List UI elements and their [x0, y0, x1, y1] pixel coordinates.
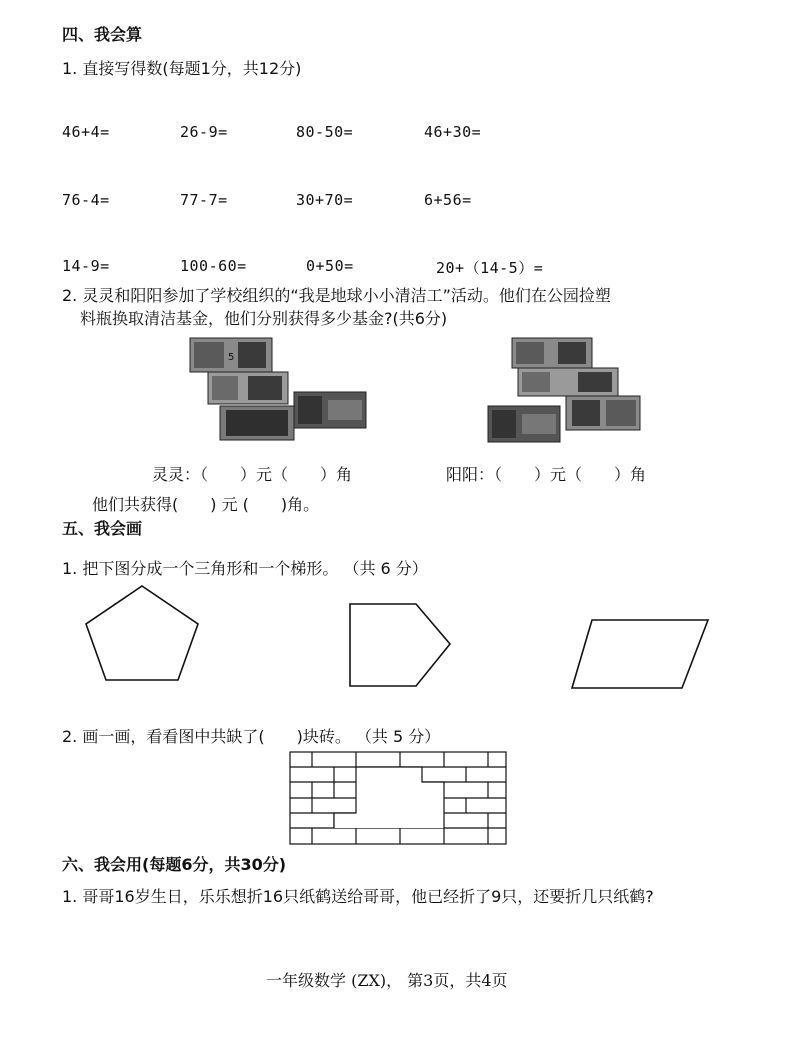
q2-line1: 2. 灵灵和阳阳参加了学校组织的“我是地球小小清洁工”活动。他们在公园捡塑 — [62, 286, 611, 305]
calc-item: 46+4= — [62, 123, 110, 141]
pentagon-shape — [80, 584, 204, 684]
one-jiao-note-icon — [518, 368, 618, 396]
calc-item: 20+（14-5）= — [436, 259, 544, 277]
section4-heading: 四、我会算 — [62, 25, 143, 44]
calc-item: 77-7= — [180, 191, 228, 209]
q6-1-text: 1. 哥哥16岁生日，乐乐想折16只纸鹤送给哥哥，他已经折了9只，还要折几只纸鹤? — [62, 887, 654, 906]
lingling-money-image — [190, 338, 370, 442]
yuan-note-icon — [488, 406, 560, 442]
lingling-answer: 灵灵：（ ）元（ ）角 — [152, 465, 353, 484]
parallelogram-shape — [568, 616, 714, 694]
calc-item: 14-9= — [62, 257, 110, 275]
q1-title: 1. 直接写得数(每题1分，共12分) — [62, 59, 302, 78]
page-footer: 一年级数学 (ZX)， 第3页，共4页 — [266, 971, 508, 990]
q5-1-title: 1. 把下图分成一个三角形和一个梯形。 （共 6 分） — [62, 559, 428, 578]
calc-item: 0+50= — [306, 257, 354, 275]
calc-item: 100-60= — [180, 257, 247, 275]
one-jiao-note-icon — [208, 372, 288, 404]
yangyang-money-image — [488, 338, 648, 444]
q5-2-title: 2. 画一画，看看图中共缺了( )块砖。 （共 5 分） — [62, 727, 441, 746]
calc-item: 6+56= — [424, 191, 472, 209]
total-answer: 他们共获得( ) 元 ( )角。 — [92, 495, 320, 514]
q2-line2: 料瓶换取清洁基金，他们分别获得多少基金?(共6分) — [80, 309, 448, 328]
five-jiao-note-icon — [512, 338, 592, 368]
calc-item: 26-9= — [180, 123, 228, 141]
yangyang-answer: 阳阳：（ ）元（ ）角 — [446, 465, 647, 484]
calc-item: 46+30= — [424, 123, 482, 141]
calc-item: 30+70= — [296, 191, 354, 209]
calc-item: 80-50= — [296, 123, 354, 141]
jiao-note-icon — [566, 396, 640, 430]
section5-heading: 五、我会画 — [62, 519, 143, 538]
calc-item: 76-4= — [62, 191, 110, 209]
yuan-note-icon — [294, 392, 366, 428]
brick-wall-image — [288, 750, 508, 846]
section6-heading: 六、我会用(每题6分，共30分) — [62, 855, 287, 874]
svg-text:5: 5 — [228, 352, 235, 363]
jiao-note-icon — [220, 406, 294, 440]
five-jiao-note-icon — [190, 338, 272, 372]
house-pentagon-shape — [346, 600, 458, 694]
